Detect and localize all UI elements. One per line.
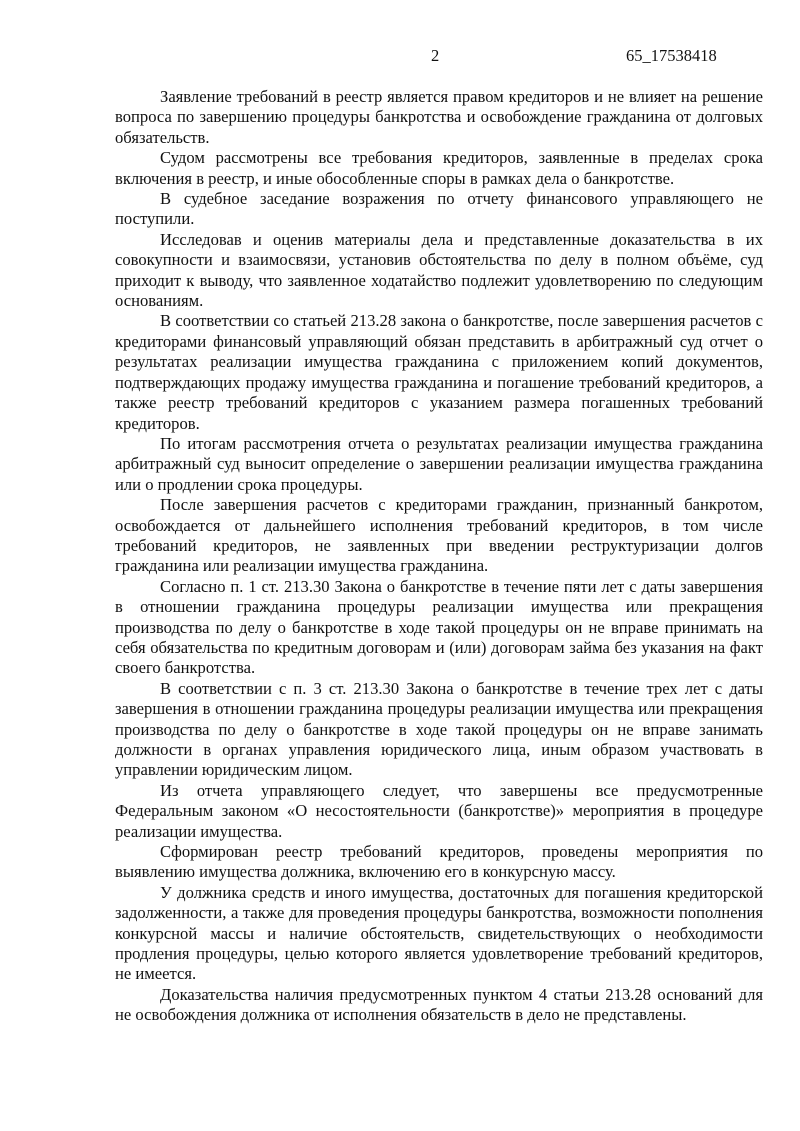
document-id: 65_17538418: [626, 46, 717, 65]
paragraph: Судом рассмотрены все требования кредиторов, заявленные в пределах срока включения в реестр, и иные обособленные споры в рамках дела о банкротстве.: [115, 148, 763, 188]
paragraph: Доказательства наличия предусмотренных пунктом 4 статьи 213.28 оснований для не освобождения должника от исполнения обязательств в дело не представлены.: [115, 984, 763, 1025]
document-body: [115, 87, 763, 1026]
paragraph: Из отчета управляющего следует, что завершены все предусмотренные Федеральным законом «О несостоятельности (банкротстве)» мероприятия в процедуре реализации имущества.: [115, 780, 763, 841]
paragraph: У должника средств и иного имущества, достаточных для погашения кредиторской задолженности, а также для проведения процедуры банкротства, возможности пополнения конкурсной массы и наличие обстоятельств, свидетельствующих о необходимости продления процедуры, целью которого является удовлетворение требований кредиторов, не имеется.: [115, 882, 763, 984]
paragraph: Исследовав и оценив материалы дела и представленные доказательства в их совокупности и взаимосвязи, установив обстоятельства по делу в полном объёме, суд приходит к выводу, что заявленное ходатайство подлежит удовлетворению по следующим основаниям.: [115, 229, 763, 311]
paragraph: По итогам рассмотрения отчета о результатах реализации имущества гражданина арбитражный суд выносит определение о завершении реализации имущества гражданина или о продлении срока процедуры.: [115, 433, 763, 494]
paragraph: В соответствии с п. 3 ст. 213.30 Закона о банкротстве в течение трех лет с даты завершения в отношении гражданина процедуры реализации имущества или прекращения производства по делу о банкротстве в ходе такой процедуры он не вправе занимать должности в органах управления юридического лица, иным образом участвовать в управлении юридическим лицом.: [115, 678, 763, 780]
page-number: 2: [431, 46, 440, 65]
paragraph: В соответствии со статьей 213.28 закона о банкротстве, после завершения расчетов с кредиторами финансовый управляющий обязан представить в арбитражный суд отчет о результатах реализации имущества гражданина с приложением копий документов, подтверждающих продажу имущества гражданина и погашение требований кредиторов, а также реестр требований кредиторов с указанием размера погашенных требований кредиторов.: [115, 311, 763, 433]
paragraph: Заявление требований в реестр является правом кредиторов и не влияет на решение вопроса по завершению процедуры банкротства и освобождение гражданина от долговых обязательств.: [115, 87, 763, 147]
paragraph: В судебное заседание возражения по отчету финансового управляющего не поступили.: [115, 189, 763, 229]
paragraph: Согласно п. 1 ст. 213.30 Закона о банкротстве в течение пяти лет с даты завершения в отношении гражданина процедуры реализации имущества или прекращения производства по делу о банкротстве в ходе такой процедуры он не вправе принимать на себя обязательства по кредитным договорам и (или) договорам займа без указания на факт своего банкротства.: [115, 576, 763, 678]
page-header: [0, 46, 800, 68]
paragraph: Сформирован реестр требований кредиторов, проведены мероприятия по выявлению имущества должника, включению его в конкурсную массу.: [115, 842, 763, 882]
paragraph: После завершения расчетов с кредиторами гражданин, признанный банкротом, освобождается от дальнейшего исполнения требований кредиторов, в том числе требований кредиторов, не заявленных при введении реструктуризации долгов гражданина или реализации имущества гражданина.: [115, 495, 763, 576]
